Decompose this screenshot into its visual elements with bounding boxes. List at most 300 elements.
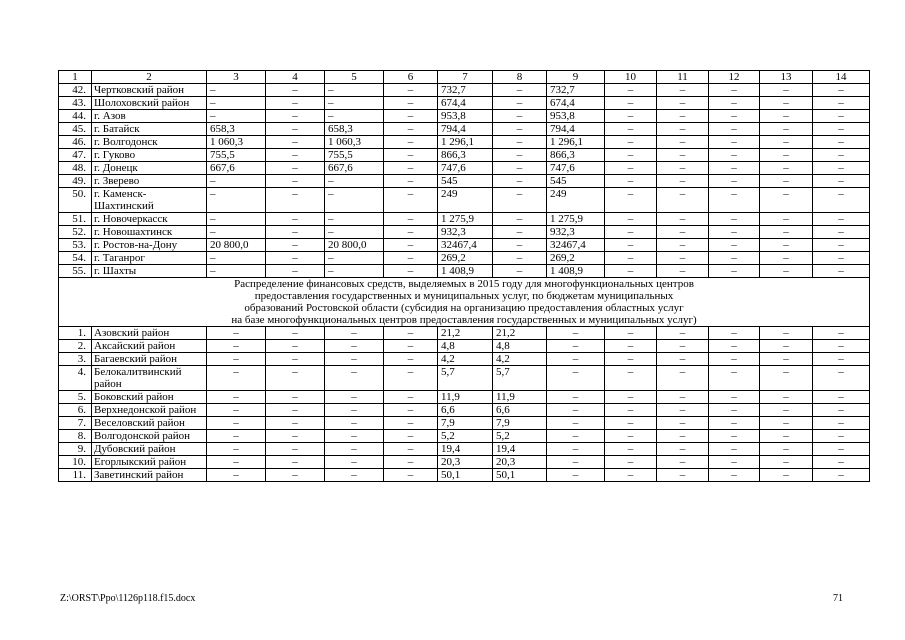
cell: 7,9 [438, 417, 493, 430]
cell: – [813, 469, 870, 482]
cell: – [384, 366, 438, 391]
table-row-top [59, 84, 870, 97]
cell: 54. [59, 252, 92, 265]
cell-name: Багаевский район [92, 353, 207, 366]
cell: – [207, 252, 266, 265]
cell: 674,4 [438, 97, 493, 110]
cell: – [605, 162, 657, 175]
cell: – [493, 149, 547, 162]
cell: – [657, 149, 709, 162]
cell: – [605, 252, 657, 265]
cell-name: г. Волгодонск [92, 136, 207, 149]
cell: – [760, 175, 813, 188]
cell: 747,6 [547, 162, 605, 175]
cell: 4,8 [438, 340, 493, 353]
cell: – [266, 404, 325, 417]
cell: 667,6 [207, 162, 266, 175]
header-row [59, 71, 870, 84]
cell: 269,2 [438, 252, 493, 265]
cell-name: Дубовский район [92, 443, 207, 456]
cell: – [813, 430, 870, 443]
cell: – [384, 417, 438, 430]
cell: 50,1 [438, 469, 493, 482]
cell: – [207, 226, 266, 239]
cell: – [760, 252, 813, 265]
cell: – [709, 353, 760, 366]
caption-line: образований Ростовской области (субсидия на организацию предоставления областных услуг [244, 302, 684, 314]
cell: 53. [59, 239, 92, 252]
cell: 13 [760, 71, 813, 84]
cell: 8 [493, 71, 547, 84]
cell: – [605, 136, 657, 149]
cell: 755,5 [207, 149, 266, 162]
cell: – [266, 265, 325, 278]
cell: 545 [438, 175, 493, 188]
cell: – [709, 340, 760, 353]
cell: – [760, 340, 813, 353]
cell: – [760, 188, 813, 213]
table-row-top [59, 110, 870, 123]
cell: – [605, 417, 657, 430]
cell-name: г. Новочеркасск [92, 213, 207, 226]
cell: – [325, 252, 384, 265]
cell: – [813, 265, 870, 278]
cell: – [207, 327, 266, 340]
cell: – [493, 162, 547, 175]
cell: – [709, 136, 760, 149]
cell: – [384, 213, 438, 226]
cell: 20,3 [438, 456, 493, 469]
cell: – [605, 469, 657, 482]
table-row-bottom [59, 417, 870, 430]
cell: – [325, 391, 384, 404]
cell: – [709, 417, 760, 430]
cell: – [709, 149, 760, 162]
cell: – [384, 162, 438, 175]
cell: 20 800,0 [207, 239, 266, 252]
cell: – [493, 136, 547, 149]
cell: – [325, 366, 384, 391]
cell: 1 296,1 [547, 136, 605, 149]
cell: – [657, 110, 709, 123]
cell: – [760, 443, 813, 456]
cell: – [605, 213, 657, 226]
cell: – [657, 265, 709, 278]
cell: 4. [59, 366, 92, 391]
cell: 545 [547, 175, 605, 188]
cell: 7,9 [493, 417, 547, 430]
cell: 21,2 [438, 327, 493, 340]
cell: – [709, 213, 760, 226]
cell: – [207, 456, 266, 469]
cell: – [709, 456, 760, 469]
cell: 269,2 [547, 252, 605, 265]
table-row-bottom [59, 353, 870, 366]
cell: – [709, 226, 760, 239]
cell: – [325, 213, 384, 226]
cell: – [384, 175, 438, 188]
cell: 658,3 [207, 123, 266, 136]
cell: – [547, 353, 605, 366]
cell: 6,6 [493, 404, 547, 417]
cell: – [207, 430, 266, 443]
cell: – [760, 430, 813, 443]
cell: – [325, 456, 384, 469]
cell: – [813, 404, 870, 417]
cell: – [493, 188, 547, 213]
cell: – [813, 110, 870, 123]
cell: 1 275,9 [547, 213, 605, 226]
cell: – [493, 123, 547, 136]
caption-line: на базе многофункциональных центров предоставления государственных и муниципальных услуг) [231, 314, 697, 326]
cell: 4,2 [493, 353, 547, 366]
cell: – [605, 175, 657, 188]
cell: – [266, 340, 325, 353]
caption-line: Распределение финансовых средств, выделяемых в 2015 году для многофункциональных центров [234, 278, 694, 290]
cell: – [657, 213, 709, 226]
cell: – [207, 469, 266, 482]
cell: – [384, 327, 438, 340]
cell: – [709, 327, 760, 340]
cell: – [813, 213, 870, 226]
cell: 249 [438, 188, 493, 213]
cell: – [207, 391, 266, 404]
table-row-top [59, 175, 870, 188]
cell: 1 408,9 [547, 265, 605, 278]
cell: – [207, 265, 266, 278]
cell: – [813, 340, 870, 353]
cell: – [384, 84, 438, 97]
cell: – [493, 175, 547, 188]
cell: – [813, 252, 870, 265]
cell: 932,3 [438, 226, 493, 239]
cell: 794,4 [547, 123, 605, 136]
table-row-top [59, 265, 870, 278]
cell-name: г. Батайск [92, 123, 207, 136]
cell-name: Верхнедонской район [92, 404, 207, 417]
cell-name: Заветинский район [92, 469, 207, 482]
table-row-bottom [59, 404, 870, 417]
cell: – [493, 252, 547, 265]
cell: – [266, 149, 325, 162]
cell: 674,4 [547, 97, 605, 110]
cell: 47. [59, 149, 92, 162]
file-path: Z:\ORST\Ppo\1126p118.f15.docx [60, 593, 196, 604]
cell: 932,3 [547, 226, 605, 239]
cell: – [657, 353, 709, 366]
cell: 4,2 [438, 353, 493, 366]
cell: 1 408,9 [438, 265, 493, 278]
cell: – [657, 136, 709, 149]
cell: – [384, 188, 438, 213]
cell: – [709, 188, 760, 213]
cell: 732,7 [438, 84, 493, 97]
cell: – [813, 123, 870, 136]
cell: 45. [59, 123, 92, 136]
cell: – [709, 175, 760, 188]
cell: – [266, 136, 325, 149]
cell: – [709, 162, 760, 175]
cell: 794,4 [438, 123, 493, 136]
table-row-bottom [59, 327, 870, 340]
cell: – [207, 366, 266, 391]
cell: – [325, 430, 384, 443]
cell: 866,3 [438, 149, 493, 162]
cell: – [325, 84, 384, 97]
cell: 43. [59, 97, 92, 110]
cell: – [547, 456, 605, 469]
cell: – [709, 265, 760, 278]
cell: – [605, 456, 657, 469]
cell: – [605, 353, 657, 366]
cell: – [325, 327, 384, 340]
cell: – [207, 353, 266, 366]
table-row-top [59, 97, 870, 110]
cell: – [813, 97, 870, 110]
cell: – [657, 175, 709, 188]
cell: – [813, 443, 870, 456]
cell: – [207, 84, 266, 97]
cell: 51. [59, 213, 92, 226]
cell: 5. [59, 391, 92, 404]
cell: 6. [59, 404, 92, 417]
cell: – [384, 149, 438, 162]
cell: – [760, 226, 813, 239]
cell: – [605, 430, 657, 443]
cell: 6,6 [438, 404, 493, 417]
cell-name: г. Новошахтинск [92, 226, 207, 239]
table-row-bottom [59, 366, 870, 391]
cell: – [493, 213, 547, 226]
cell: – [605, 188, 657, 213]
cell: – [207, 188, 266, 213]
cell: – [760, 84, 813, 97]
cell: 11. [59, 469, 92, 482]
cell: 1. [59, 327, 92, 340]
cell: – [384, 239, 438, 252]
cell: – [325, 340, 384, 353]
cell: – [325, 226, 384, 239]
table-row-bottom [59, 443, 870, 456]
cell: – [709, 97, 760, 110]
cell: – [325, 110, 384, 123]
cell: – [605, 340, 657, 353]
cell: – [266, 353, 325, 366]
cell: – [760, 469, 813, 482]
cell: – [266, 430, 325, 443]
cell: 3. [59, 353, 92, 366]
cell-name: г. Каменск-Шахтинский [92, 188, 207, 213]
cell: 667,6 [325, 162, 384, 175]
cell: – [547, 430, 605, 443]
cell: – [657, 340, 709, 353]
cell: – [760, 149, 813, 162]
cell: – [813, 327, 870, 340]
cell: – [657, 327, 709, 340]
cell: – [384, 430, 438, 443]
cell: 11,9 [493, 391, 547, 404]
cell: – [547, 417, 605, 430]
cell: – [709, 123, 760, 136]
cell: – [384, 353, 438, 366]
cell: 10. [59, 456, 92, 469]
cell: 732,7 [547, 84, 605, 97]
section-caption [59, 278, 870, 327]
cell: – [266, 391, 325, 404]
cell: – [709, 252, 760, 265]
cell-name: Волгодонской район [92, 430, 207, 443]
cell: 55. [59, 265, 92, 278]
cell: 1 [59, 71, 92, 84]
cell: – [760, 404, 813, 417]
cell: 4 [266, 71, 325, 84]
cell: – [657, 188, 709, 213]
cell: – [760, 265, 813, 278]
cell: – [266, 366, 325, 391]
cell: – [813, 456, 870, 469]
cell: – [207, 110, 266, 123]
cell: – [605, 265, 657, 278]
cell: – [384, 456, 438, 469]
cell: 2. [59, 340, 92, 353]
cell: 953,8 [547, 110, 605, 123]
table-row-top [59, 239, 870, 252]
cell: – [605, 443, 657, 456]
cell: – [813, 84, 870, 97]
cell: – [657, 97, 709, 110]
cell: – [657, 443, 709, 456]
page-number: 71 [833, 593, 843, 604]
cell: 1 060,3 [207, 136, 266, 149]
cell: – [605, 110, 657, 123]
cell: – [493, 265, 547, 278]
table-row-top [59, 226, 870, 239]
cell: – [709, 239, 760, 252]
cell: 755,5 [325, 149, 384, 162]
cell: – [657, 456, 709, 469]
cell: – [813, 175, 870, 188]
cell: – [605, 239, 657, 252]
cell: 50,1 [493, 469, 547, 482]
cell: 48. [59, 162, 92, 175]
cell-name: Егорлыкский район [92, 456, 207, 469]
cell: – [384, 97, 438, 110]
cell: – [605, 404, 657, 417]
cell: – [709, 443, 760, 456]
cell: – [760, 391, 813, 404]
cell: – [207, 443, 266, 456]
cell: – [384, 469, 438, 482]
cell: 953,8 [438, 110, 493, 123]
table-row-top [59, 123, 870, 136]
cell: – [605, 84, 657, 97]
cell: – [760, 456, 813, 469]
cell: 5 [325, 71, 384, 84]
cell: – [760, 123, 813, 136]
cell: 19,4 [493, 443, 547, 456]
cell: – [266, 417, 325, 430]
caption-line: предоставления государственных и муниципальных услуг, по бюджетам муниципальных [254, 290, 674, 302]
cell: – [760, 239, 813, 252]
cell: 7. [59, 417, 92, 430]
cell: – [493, 239, 547, 252]
cell: – [760, 366, 813, 391]
cell: – [813, 353, 870, 366]
cell: – [384, 123, 438, 136]
cell: – [657, 417, 709, 430]
cell: – [657, 239, 709, 252]
cell: – [760, 162, 813, 175]
cell: – [384, 110, 438, 123]
cell: – [207, 340, 266, 353]
cell: 5,2 [493, 430, 547, 443]
cell: – [547, 340, 605, 353]
cell: – [657, 162, 709, 175]
table-row-bottom [59, 456, 870, 469]
table-row-top [59, 252, 870, 265]
cell: – [709, 469, 760, 482]
cell: – [547, 391, 605, 404]
cell: – [547, 404, 605, 417]
cell: 19,4 [438, 443, 493, 456]
cell: – [325, 404, 384, 417]
cell: 866,3 [547, 149, 605, 162]
cell: – [760, 110, 813, 123]
cell: – [760, 97, 813, 110]
cell: – [709, 404, 760, 417]
cell: 5,7 [493, 366, 547, 391]
cell: 46. [59, 136, 92, 149]
cell: – [325, 443, 384, 456]
cell: – [325, 469, 384, 482]
cell: 5,7 [438, 366, 493, 391]
cell: – [384, 265, 438, 278]
cell: – [493, 226, 547, 239]
cell: – [657, 226, 709, 239]
cell: 9. [59, 443, 92, 456]
cell: – [493, 110, 547, 123]
cell: – [709, 84, 760, 97]
cell: 21,2 [493, 327, 547, 340]
cell: – [266, 213, 325, 226]
cell: – [384, 391, 438, 404]
cell: – [760, 136, 813, 149]
cell-name: Боковский район [92, 391, 207, 404]
cell: – [325, 417, 384, 430]
cell: 52. [59, 226, 92, 239]
cell-name: г. Таганрог [92, 252, 207, 265]
cell-name: Азовский район [92, 327, 207, 340]
cell: – [325, 265, 384, 278]
cell: – [266, 84, 325, 97]
cell: 249 [547, 188, 605, 213]
cell: – [266, 226, 325, 239]
cell: – [657, 469, 709, 482]
cell: 9 [547, 71, 605, 84]
cell: – [605, 123, 657, 136]
cell: – [384, 404, 438, 417]
cell: – [813, 366, 870, 391]
cell: – [266, 239, 325, 252]
cell: 4,8 [493, 340, 547, 353]
cell: – [384, 136, 438, 149]
cell: – [709, 430, 760, 443]
cell: – [207, 404, 266, 417]
cell: 14 [813, 71, 870, 84]
cell: 20,3 [493, 456, 547, 469]
cell-name: г. Зверево [92, 175, 207, 188]
cell: 20 800,0 [325, 239, 384, 252]
